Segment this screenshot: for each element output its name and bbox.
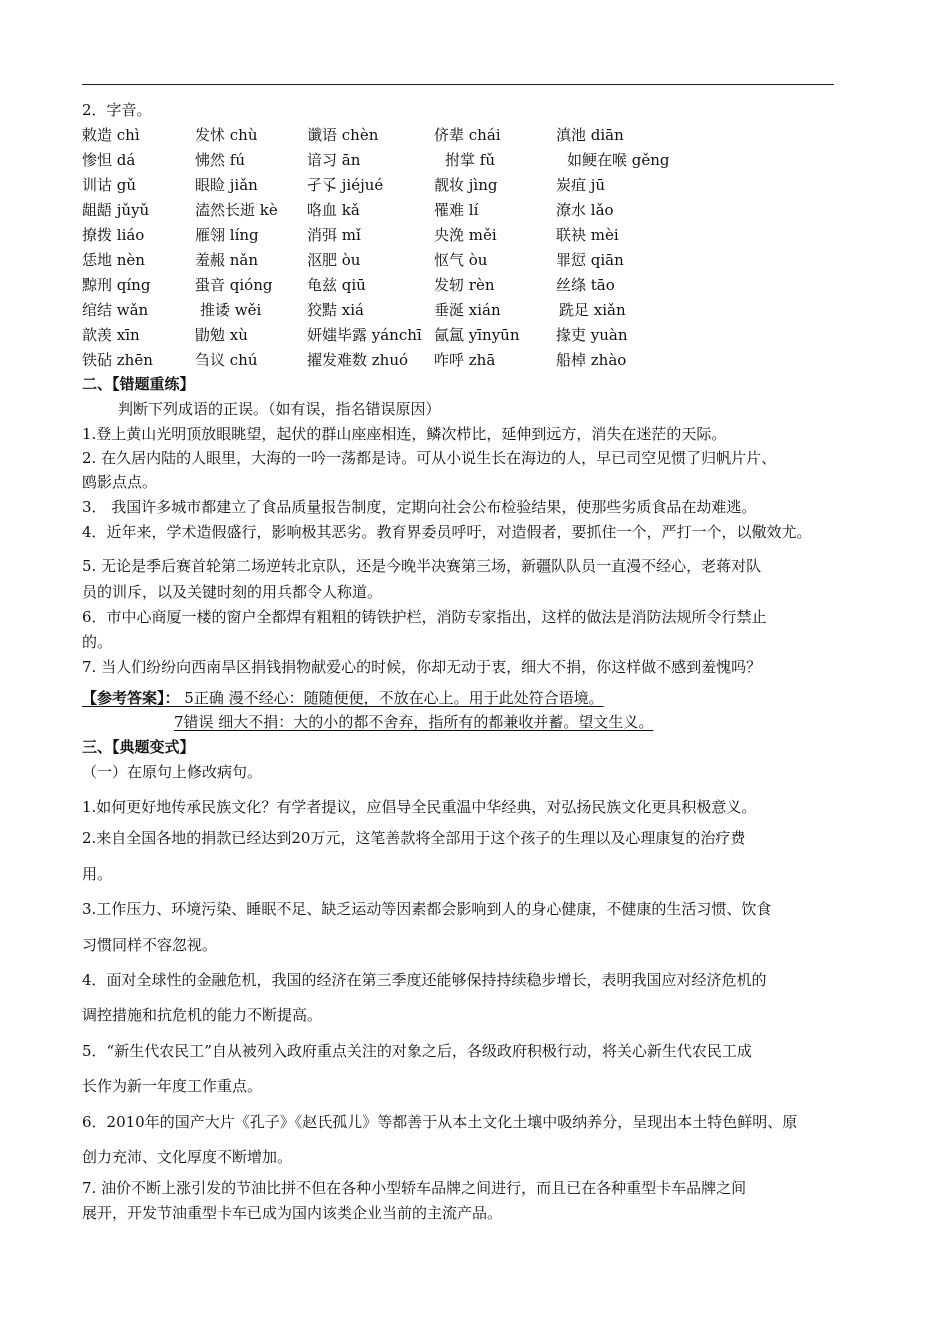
pronunciation-item: 垂涎 xián — [434, 301, 501, 319]
pronunciation-item: 溘然长逝 kè — [195, 201, 278, 219]
pronunciation-item: 绾结 wǎn — [82, 301, 149, 319]
part3-item-4-cont: 调控措施和抗危机的能力不断提高。 — [82, 1006, 323, 1024]
answer-label: 【参考答案】： — [82, 689, 180, 707]
pronunciation-row — [82, 224, 842, 246]
pronunciation-item: 推诿 wěi — [200, 301, 262, 319]
pronunciation-item: 怫然 fú — [195, 151, 245, 169]
part3-heading: 三、【典题变式】 — [82, 738, 195, 756]
pronunciation-item: 恁地 nèn — [82, 251, 145, 269]
answer-line-1 — [82, 688, 604, 708]
pronunciation-item: 雁翎 líng — [195, 226, 259, 244]
pronunciation-item: 滇池 diān — [556, 126, 624, 144]
pronunciation-item: 惨怛 dá — [82, 151, 136, 169]
part2-item-6-cont: 的。 — [82, 633, 113, 651]
pronunciation-item: 咯血 kǎ — [307, 201, 360, 219]
part3-subheading: （一）在原句上修改病句。 — [82, 763, 263, 781]
pronunciation-item: 妍媸毕露 yánchī — [307, 326, 422, 344]
pronunciation-item: 拊掌 fǔ — [445, 151, 495, 169]
pronunciation-item: 侪辈 chái — [434, 126, 501, 144]
part2-item-2: 2. 在久居内陆的人眼里，大海的一吟一荡都是诗。可从小说生长在海边的人，早已司空见惯了归帆片片、 — [82, 449, 777, 467]
part3-item-6: 6．2010年的国产大片《孔子》《赵氏孤儿》等都善于从本土文化土壤中吸纳养分，呈现出本土特色鲜明、原 — [82, 1113, 798, 1131]
pronunciation-item: 咋呼 zhā — [434, 351, 496, 369]
pronunciation-item: 撩拨 liáo — [82, 226, 145, 244]
part2-instruction: 判断下列成语的正误。（如有误，指名错误原因） — [118, 400, 441, 418]
pronunciation-item: 炭疽 jū — [556, 176, 606, 194]
pronunciation-item: 擢发难数 zhuó — [307, 351, 409, 369]
pronunciation-item: 羞赧 nǎn — [195, 251, 259, 269]
pronunciation-item: 联袂 mèi — [556, 226, 619, 244]
pronunciation-item: 龟兹 qiū — [307, 276, 366, 294]
answer-text-1: 5正确 漫不经心：随随便便，不放在心上。用于此处符合语境。 — [179, 689, 604, 707]
pronunciation-item: 跣足 xiǎn — [559, 301, 626, 319]
answer-line-2: 7错误 细大不捐：大的小的都不舍弃，指所有的都兼收并蓄。望文生义。 — [174, 713, 654, 731]
pronunciation-item: 龃龉 jǔyǔ — [82, 201, 150, 219]
part2-item-5-cont: 员的训斥，以及关键时刻的用兵都令人称道。 — [82, 583, 383, 601]
pronunciation-item: 孑孓 jiéjué — [307, 176, 384, 194]
header-rule — [82, 84, 834, 85]
pronunciation-item: 狡黠 xiá — [307, 301, 364, 319]
pronunciation-item: 铁砧 zhēn — [82, 351, 153, 369]
part3-item-5: 5．“新生代农民工”自从被列入政府重点关注的对象之后，各级政府积极行动，将关心新生代农民工成 — [82, 1042, 752, 1060]
pronunciation-item: 靓妆 jìng — [434, 176, 498, 194]
pronunciation-row — [82, 349, 842, 371]
part3-item-2: 2.来自全国各地的捐款已经达到20万元，这笔善款将全部用于这个孩子的生理以及心理康复的治疗费 — [82, 829, 746, 847]
pronunciation-row — [82, 174, 842, 196]
pronunciation-item: 潦水 lǎo — [556, 201, 614, 219]
pronunciation-item: 罹难 lí — [434, 201, 479, 219]
pronunciation-row — [82, 274, 842, 296]
pronunciation-row — [82, 149, 842, 171]
pronunciation-row — [82, 199, 842, 221]
pronunciation-item: 发怵 chù — [195, 126, 258, 144]
part3-item-3-cont: 习惯同样不容忽视。 — [82, 936, 218, 954]
pronunciation-item: 怄气 òu — [434, 251, 488, 269]
pronunciation-row — [82, 324, 842, 346]
part2-item-6: 6．市中心商厦一楼的窗户全都焊有粗粗的铸铁护栏，消防专家指出，这样的做法是消防法规所令行禁止 — [82, 608, 767, 626]
pronunciation-item: 黥刑 qíng — [82, 276, 151, 294]
part2-item-2-cont: 鸥影点点。 — [82, 473, 158, 491]
part2-item-3: 3． 我国许多城市都建立了食品质量报告制度，定期向社会公布检验结果，使那些劣质食品在劫难逃。 — [82, 498, 757, 516]
pronunciation-row — [82, 299, 842, 321]
pronunciation-item: 如鲠在喉 gěng — [567, 151, 670, 169]
pronunciation-item: 谙习 ān — [307, 151, 361, 169]
part3-item-3: 3.工作压力、环境污染、睡眠不足、缺乏运动等因素都会影响到人的身心健康，不健康的生活习惯、饮食 — [82, 900, 772, 918]
part3-item-6-cont: 创力充沛、文化厚度不断增加。 — [82, 1148, 293, 1166]
section-title-pronunciation: 2．字音。 — [82, 101, 152, 119]
part3-item-4: 4．面对全球性的金融危机，我国的经济在第三季度还能够保持持续稳步增长，表明我国应对经济危机的 — [82, 971, 767, 989]
pronunciation-row — [82, 124, 842, 146]
pronunciation-item: 歆羡 xīn — [82, 326, 140, 344]
pronunciation-row — [82, 249, 842, 271]
pronunciation-item: 罪愆 qiān — [556, 251, 624, 269]
pronunciation-item: 发轫 rèn — [434, 276, 495, 294]
pronunciation-item: 消弭 mǐ — [307, 226, 361, 244]
pronunciation-item: 央浼 měi — [434, 226, 497, 244]
part2-item-5: 5. 无论是季后赛首轮第二场逆转北京队，还是今晚半决赛第三场，新疆队队员一直漫不经心，老蒋对队 — [82, 557, 762, 575]
part2-item-1: 1.登上黄山光明顶放眼眺望，起伏的群山座座相连，鳞次栉比，延伸到远方，消失在迷茫的天际。 — [82, 425, 727, 443]
part3-item-7-cont: 展开，开发节油重型卡车已成为国内该类企业当前的主流产品。 — [82, 1204, 503, 1222]
pronunciation-item: 船棹 zhào — [556, 351, 627, 369]
part3-item-2-cont: 用。 — [82, 865, 113, 883]
pronunciation-item: 眼睑 jiǎn — [195, 176, 258, 194]
part2-item-4: 4．近年来，学术造假盛行，影响极其恶劣。教育界委员呼吁，对造假者，要抓住一个，严打一个，以儆效尤。 — [82, 523, 812, 541]
pronunciation-item: 刍议 chú — [195, 351, 258, 369]
part3-item-1: 1.如何更好地传承民族文化？有学者提议，应倡导全民重温中华经典，对弘扬民族文化更具积极意义。 — [82, 798, 757, 816]
pronunciation-item: 沤肥 òu — [307, 251, 361, 269]
pronunciation-item: 谶语 chèn — [307, 126, 379, 144]
pronunciation-item: 丝绦 tāo — [556, 276, 615, 294]
part2-heading: 二、【错题重练】 — [82, 375, 195, 393]
pronunciation-item: 敕造 chì — [82, 126, 140, 144]
part3-item-5-cont: 长作为新一年度工作重点。 — [82, 1077, 263, 1095]
pronunciation-item: 勖勉 xù — [195, 326, 248, 344]
pronunciation-item: 蛩音 qióng — [195, 276, 273, 294]
pronunciation-item: 训诂 gǔ — [82, 176, 137, 194]
pronunciation-item: 掾吏 yuàn — [556, 326, 628, 344]
part3-item-7: 7. 油价不断上涨引发的节油比拼不但在各种小型轿车品牌之间进行，而且已在各种重型卡车品牌之间 — [82, 1179, 747, 1197]
part2-item-7: 7. 当人们纷纷向西南旱区捐钱捐物献爱心的时候，你却无动于衷，细大不捐，你这样做不感到羞愧吗？ — [82, 658, 762, 676]
pronunciation-item: 氤氲 yīnyūn — [434, 326, 520, 344]
